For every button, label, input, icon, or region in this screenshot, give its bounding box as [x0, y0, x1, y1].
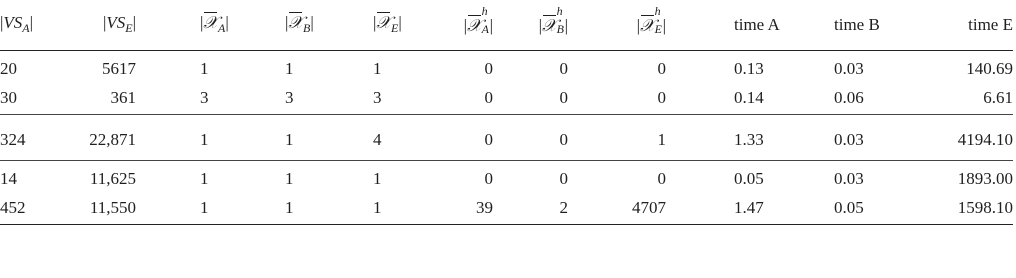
cell-xh-e: 0 [657, 169, 666, 189]
header-vs-e-sub: E [125, 21, 133, 36]
header-xh-e-pre: | [636, 15, 640, 35]
cell-xh-e: 0 [592, 82, 690, 114]
cell-time-b: 0.03 [834, 169, 864, 189]
cell-time-a: 0.13 [734, 59, 764, 79]
cell-x-b: 3 [256, 82, 341, 114]
header-xh-a-scripts [481, 3, 490, 36]
table-row [0, 192, 1013, 224]
header-x-a-sub: A [218, 21, 226, 36]
header-time-b: time B [803, 0, 904, 50]
table-row [0, 50, 1013, 82]
header-xh-a-pre: | [463, 15, 467, 35]
cell-vs-a: 30 [0, 82, 72, 114]
header-xh-b-scripts [556, 3, 565, 36]
header-xh-e-base: 𝒳 [639, 15, 655, 35]
header-vs-e-post: | [132, 13, 136, 33]
header-xh-b-post: | [564, 15, 568, 35]
header-xh-a-post: | [489, 15, 493, 35]
header-vs-e [72, 0, 156, 50]
cell-xh-a: 0 [484, 59, 493, 79]
header-time-e: time E [904, 0, 1013, 50]
cell-xh-a: 39 [429, 192, 507, 224]
table-row [0, 160, 1013, 192]
header-x-b-sub: B [303, 21, 311, 36]
cell-xh-a: 0 [484, 169, 493, 189]
cell-xh-b: 0 [559, 59, 568, 79]
header-vs-a [0, 0, 72, 50]
header-xh-b [507, 0, 592, 50]
header-xh-a [429, 0, 507, 50]
header-xh-e-scripts [654, 3, 663, 36]
cell-time-e: 1893.00 [957, 169, 1013, 189]
header-xh-e-post: | [662, 15, 666, 35]
cell-x-b: 1 [256, 192, 341, 224]
cell-vs-a: 14 [0, 169, 17, 189]
cell-vs-a: 452 [0, 192, 72, 224]
cell-x-a: 1 [200, 59, 209, 79]
cell-time-a: 1.33 [690, 114, 803, 160]
header-x-a-base: 𝒳 [203, 13, 219, 33]
cell-xh-e: 0 [657, 59, 666, 79]
cell-xh-a: 0 [429, 114, 507, 160]
cell-xh-a: 0 [429, 82, 507, 114]
cell-vs-a: 324 [0, 114, 72, 160]
cell-vs-e: 5617 [102, 59, 136, 79]
header-time-a: time A [690, 0, 803, 50]
cell-xh-b: 2 [507, 192, 592, 224]
cell-time-b: 0.03 [803, 114, 904, 160]
cell-x-e: 1 [373, 169, 382, 189]
header-xh-b-base: 𝒳 [541, 15, 557, 35]
header-xh-b-sub: B [556, 21, 564, 36]
header-x-e-pre: | [373, 13, 377, 33]
cell-x-b: 1 [285, 59, 294, 79]
header-vs-e-pre: | [102, 13, 107, 33]
header-x-e-sub: E [391, 21, 399, 36]
cell-x-e: 1 [373, 59, 382, 79]
header-vs-a-post: | [29, 13, 34, 33]
cell-xh-b: 0 [507, 114, 592, 160]
cell-xh-b: 0 [507, 82, 592, 114]
header-xh-a-base: 𝒳 [466, 15, 482, 35]
cell-time-a: 0.05 [734, 169, 764, 189]
cell-x-a: 1 [200, 169, 209, 189]
header-x-b-base: 𝒳 [288, 13, 304, 33]
cell-vs-e: 11,625 [89, 169, 136, 189]
header-xh-b-pre: | [538, 15, 542, 35]
header-xh-a-sup: h [481, 3, 488, 18]
cell-x-e: 3 [341, 82, 429, 114]
cell-x-a: 1 [156, 114, 256, 160]
cell-time-e: 1598.10 [904, 192, 1013, 224]
header-x-e [341, 0, 429, 50]
header-vs-a-base: VS [3, 13, 23, 33]
cell-time-b: 0.05 [803, 192, 904, 224]
header-x-a-post: | [225, 13, 229, 33]
header-xh-b-sup: h [556, 3, 563, 18]
header-vs-a-pre: | [0, 13, 4, 33]
header-vs-e-base: VS [106, 13, 126, 33]
cell-vs-e: 361 [72, 82, 156, 114]
cell-time-b: 0.06 [803, 82, 904, 114]
cell-time-e: 6.61 [904, 82, 1013, 114]
header-xh-e-sub: E [654, 21, 662, 36]
cell-time-b: 0.03 [834, 59, 864, 79]
cell-time-e: 140.69 [966, 59, 1013, 79]
cell-vs-e: 11,550 [72, 192, 156, 224]
header-x-a [156, 0, 256, 50]
cell-vs-a: 20 [0, 59, 17, 79]
cell-xh-b: 0 [559, 169, 568, 189]
header-xh-a-sub: A [481, 21, 489, 36]
table-row [0, 114, 1013, 160]
cell-x-b: 1 [285, 169, 294, 189]
header-xh-e [592, 0, 690, 50]
header-x-b [256, 0, 341, 50]
table-row [0, 82, 1013, 114]
header-xh-e-sup: h [654, 3, 661, 18]
cell-x-b: 1 [256, 114, 341, 160]
cell-xh-e: 4707 [592, 192, 690, 224]
header-x-e-base: 𝒳 [376, 13, 392, 33]
header-x-e-post: | [398, 13, 402, 33]
cell-x-a: 1 [156, 192, 256, 224]
header-x-b-pre: | [285, 13, 289, 33]
cell-x-e: 4 [341, 114, 429, 160]
header-row [0, 0, 1013, 50]
cell-time-a: 0.14 [690, 82, 803, 114]
cell-vs-e: 22,871 [72, 114, 156, 160]
cell-time-a: 1.47 [690, 192, 803, 224]
cell-time-e: 4194.10 [904, 114, 1013, 160]
header-x-b-post: | [310, 13, 314, 33]
cell-x-e: 1 [341, 192, 429, 224]
header-x-a-pre: | [200, 13, 204, 33]
cell-x-a: 3 [156, 82, 256, 114]
cell-xh-e: 1 [592, 114, 690, 160]
header-vs-a-sub: A [22, 21, 30, 36]
